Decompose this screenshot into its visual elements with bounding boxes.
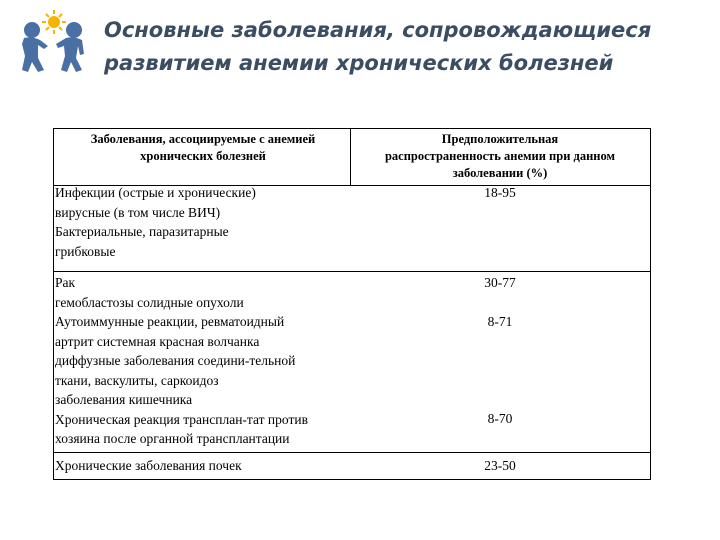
title-line-2: развитием анемии хронических болезней bbox=[104, 51, 614, 75]
table-row bbox=[54, 186, 650, 272]
prevalence-cell: 30-77 bbox=[484, 275, 516, 290]
diseases-table bbox=[53, 128, 651, 480]
header-diseases: Заболевания, ассоциируемые с анемией хронических болезней bbox=[90, 132, 316, 163]
disease-cell: Хронические заболевания почек bbox=[55, 458, 242, 473]
header-prevalence: Предположительная распространенность анемии при данном заболевании (%) bbox=[384, 132, 616, 180]
prevalence-cell: 23-50 bbox=[484, 458, 516, 473]
prevalence-cell: 8-71 bbox=[487, 314, 513, 329]
prevalence-cell: 8-70 bbox=[487, 411, 513, 426]
sun-icon bbox=[42, 10, 66, 34]
disease-cell: Инфекции (острые и хронические) вирусные (в том числе ВИЧ) Бактериальные, паразитарные грибковые bbox=[55, 185, 256, 259]
prevalence-cell: 18-95 bbox=[484, 185, 516, 200]
children-with-sun-icon bbox=[10, 8, 98, 76]
table-row bbox=[54, 272, 650, 453]
title-line-1: Основные заболевания, сопровождающиеся bbox=[104, 18, 652, 42]
disease-cell: Рак гемобластозы солидные опухоли Аутоиммунные реакции, ревматоидный артрит системная красная волчанка диффузные заболевания соедини-тельной ткани, васкулиты, саркоидоз заболевания кишечника Хроническая реакция трансплан-тат против хозяина после органной трансплантации bbox=[55, 275, 308, 446]
page-title bbox=[104, 14, 704, 80]
table-row bbox=[54, 453, 650, 479]
table-header bbox=[54, 129, 650, 186]
